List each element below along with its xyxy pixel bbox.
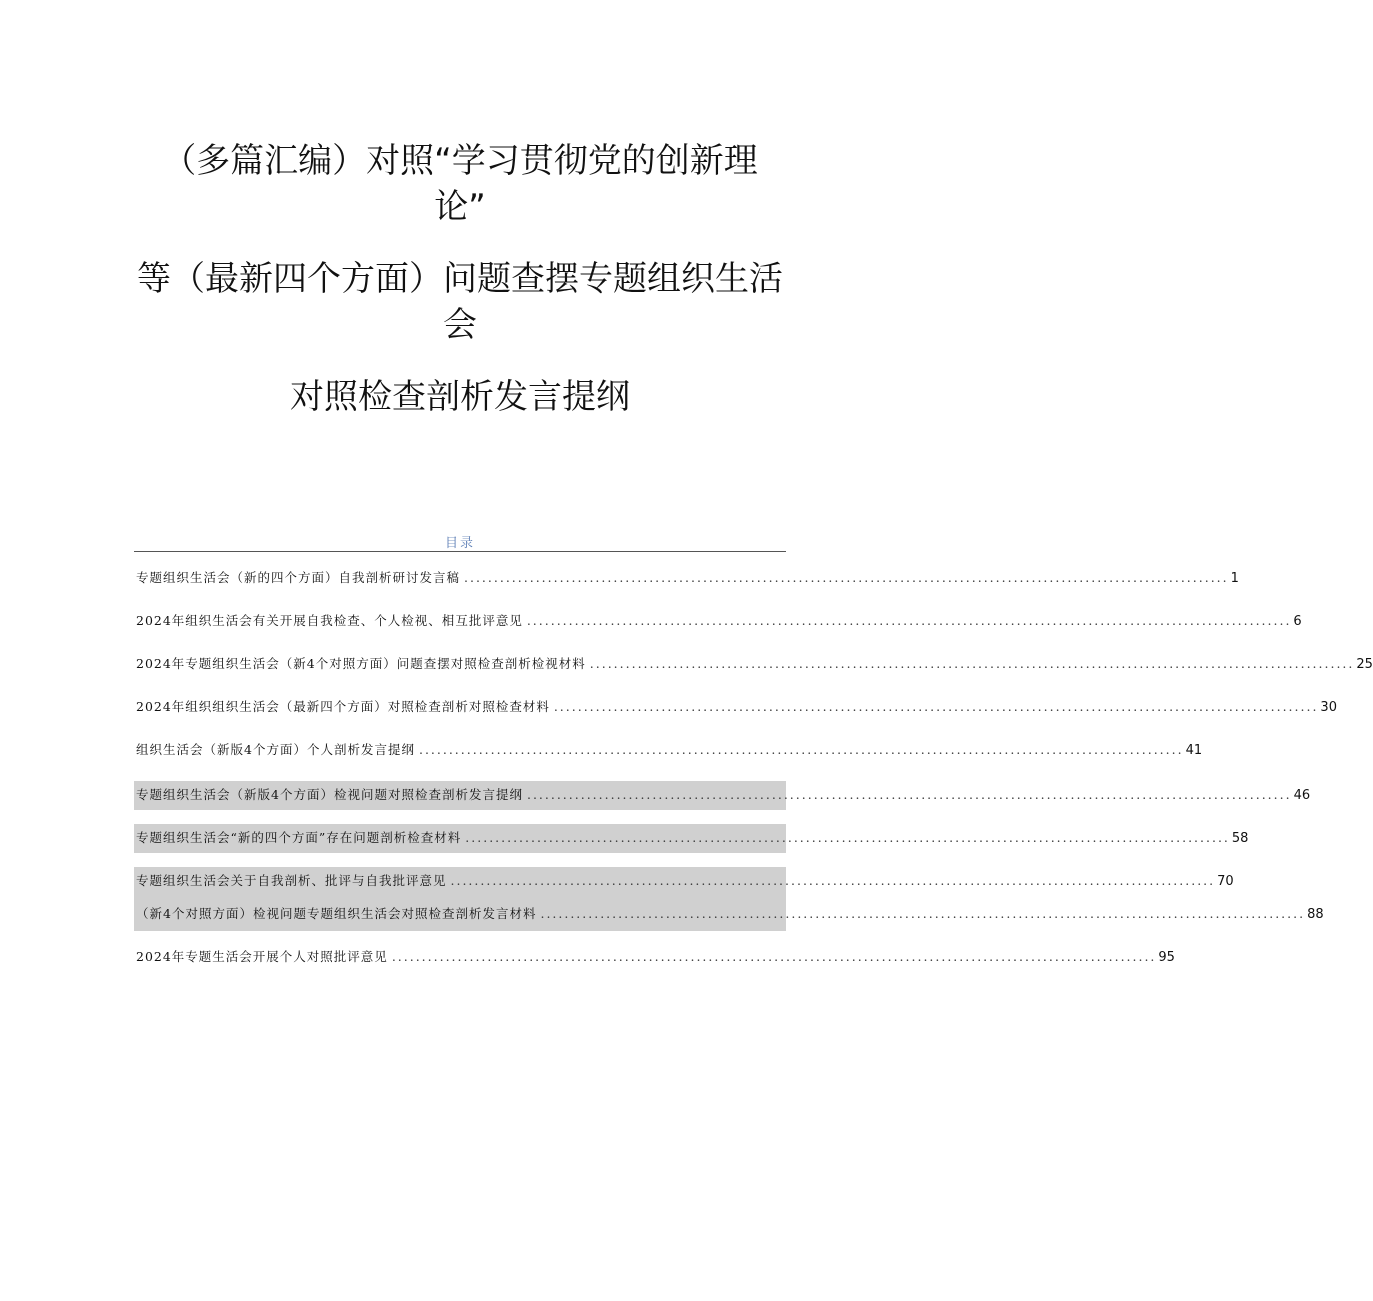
toc-entry-page: 41 [1185,743,1203,758]
toc-leader-dots: ................................................................................................................................ [589,656,1355,671]
toc-entry[interactable] [134,784,1311,806]
toc-entry[interactable] [134,870,1234,892]
toc-entry-page: 58 [1231,831,1249,846]
toc-entry-label: 专题组织生活会（新版4个方面）检视问题对照检查剖析发言提纲 [136,787,523,802]
toc-entry[interactable] [134,610,1302,632]
title-line-5: 对照检查剖析发言提纲 [290,377,630,417]
toc-entry-label: 专题组织生活会“新的四个方面”存在问题剖析检查材料 [136,830,462,845]
toc-entry-page: 6 [1293,614,1302,629]
toc-leader-dots: ................................................................................................................................ [526,787,1292,802]
toc-entry[interactable] [134,946,1175,968]
toc-entry[interactable] [134,653,1373,675]
toc-entry-page: 1 [1230,571,1239,586]
toc-entry[interactable] [134,696,1337,718]
toc-entry[interactable] [134,567,1239,589]
toc-entry-page: 30 [1320,700,1337,715]
document-title [110,138,810,420]
toc-leader-dots: ................................................................................................................................ [540,906,1306,921]
title-line-2: 论” [434,187,486,227]
toc-entry-page: 46 [1293,788,1311,803]
toc-entry-label: 2024年专题组织生活会（新4个对照方面）问题查摆对照检查剖析检视材料 [136,656,586,671]
toc-leader-dots: ................................................................................................................................ [464,570,1229,585]
toc-divider [134,551,786,552]
toc-leader-dots: ................................................................................................................................ [526,613,1292,628]
toc-entry[interactable] [134,903,1324,925]
toc-entry-label: 专题组织生活会（新的四个方面）自我剖析研讨发言稿 [136,570,461,585]
toc-leader-dots: ................................................................................................................................ [465,830,1230,845]
toc-leader-dots: ................................................................................................................................ [553,699,1319,714]
toc-entry-page: 70 [1217,874,1234,889]
toc-leader-dots: ................................................................................................................................ [450,873,1216,888]
toc-heading: 目录 [444,536,475,551]
title-line-3: 等（最新四个方面）问题查摆专题组织生活 [137,259,783,299]
toc-entry-page: 88 [1307,907,1324,922]
toc-entry-label: 专题组织生活会关于自我剖析、批评与自我批评意见 [136,873,447,888]
toc-entry-page: 25 [1356,657,1373,672]
toc-entry-label: 2024年组织组织生活会（最新四个方面）对照检查剖析对照检查材料 [136,699,550,714]
toc-entry[interactable] [134,739,1203,761]
toc-leader-dots: ................................................................................................................................ [391,949,1157,964]
toc-leader-dots: ................................................................................................................................ [418,742,1184,757]
toc-entry[interactable] [134,827,1249,849]
toc-entry-label: 组织生活会（新版4个方面）个人剖析发言提纲 [136,742,415,757]
title-line-1: （多篇汇编）对照“学习贯彻党的创新理 [162,141,758,181]
toc-entry-label: 2024年组织生活会有关开展自我检查、个人检视、相互批评意见 [136,613,523,628]
toc-entry-label: 2024年专题生活会开展个人对照批评意见 [136,949,388,964]
title-line-4: 会 [443,305,477,345]
toc-entry-page: 95 [1158,950,1175,965]
toc-entry-label: （新4个对照方面）检视问题专题组织生活会对照检查剖析发言材料 [136,906,537,921]
